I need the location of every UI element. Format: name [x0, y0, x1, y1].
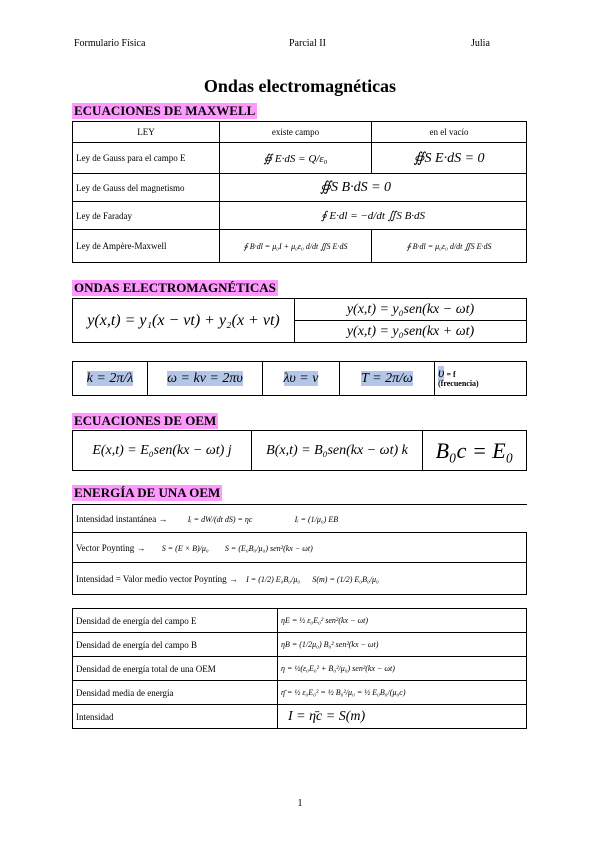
- table-row: [73, 657, 527, 681]
- formula-left-wave: y(x,t) = y₀sen(kx + ωt): [295, 321, 527, 343]
- formula-inst-1: Iᵢ = dW/(dt dS) = ηc: [187, 514, 253, 524]
- density-label: Densidad media de energía: [73, 681, 278, 705]
- table-row: [73, 174, 527, 202]
- formula-poynting-2: S = (E₀B₀/μ₀) sen²(kx − ωt): [224, 543, 313, 553]
- table-row: [73, 563, 527, 595]
- header-center: Parcial II: [289, 38, 326, 49]
- formula-lambda: λυ = v: [283, 370, 319, 386]
- table-row: [73, 681, 527, 705]
- formula-faraday: ∮ E·dl = −d/dt ∬S B·dS: [220, 202, 527, 230]
- frequency-label: (frecuencia): [438, 379, 479, 388]
- law-label: Ley de Ampère-Maxwell: [73, 230, 220, 263]
- formula-omega: ω = kv = 2πυ: [167, 370, 243, 386]
- energy-label: Vector Poynting →: [76, 542, 146, 553]
- formula-ampere: ∮ B·dl = μ₀I + μ₀ε₀ d/dt ∬S E·dS: [220, 230, 372, 263]
- table-row: [73, 533, 527, 563]
- energy-label: Intensidad = Valor medio vector Poynting →: [76, 573, 238, 584]
- table-row: [73, 230, 527, 263]
- formula-intensity: I = η̄c = S(m): [278, 705, 527, 729]
- page-title: Ondas electromagnéticas: [203, 76, 397, 96]
- formula-poynting-1: S = (E × B)/μ₀: [161, 543, 209, 553]
- frequency-cell: [435, 362, 527, 396]
- maxwell-heading: ECUACIONES DE MAXWELL: [74, 103, 256, 118]
- table-row: [73, 143, 527, 174]
- formula-gauss-b: ∯S B·dS = 0: [220, 174, 527, 202]
- energy-heading: ENERGÍA DE UNA OEM: [74, 485, 221, 500]
- frequency-symbol: υ: [438, 366, 445, 381]
- waves-heading: ONDAS ELECTROMAGNÉTICAS: [74, 280, 276, 295]
- header-left: Formulario Física: [74, 38, 146, 49]
- density-label: Densidad de energía del campo E: [73, 609, 278, 633]
- formula-density-b: ηB = (1/2μ₀) B₀² sen²(kx − ωt): [278, 633, 527, 657]
- formula-e-field: E(x,t) = E₀sen(kx − ωt) j: [73, 431, 252, 471]
- density-label: Intensidad: [73, 705, 278, 729]
- table-row: [73, 705, 527, 729]
- formula-k: k = 2π/λ: [86, 370, 134, 386]
- table-row: [73, 633, 527, 657]
- relations-table: [72, 361, 527, 396]
- formula-right-wave: y(x,t) = y₀sen(kx − ωt): [295, 299, 527, 321]
- formula-general-wave: y(x,t) = y₁(x − vt) + y₂(x + vt): [73, 299, 295, 343]
- col-existe-campo: existe campo: [220, 122, 372, 143]
- density-table: [72, 608, 527, 729]
- table-row: [73, 505, 527, 533]
- formula-gauss-e: ∯ E·dS = Q/ε₀: [220, 143, 372, 174]
- energy-label: Intensidad instantánea →: [76, 513, 168, 524]
- col-vacio: en el vacío: [372, 122, 527, 143]
- oem-table: [72, 430, 527, 471]
- formula-inst-2: Iᵢ = (1/μ₀) EB: [294, 514, 339, 524]
- table-row: [73, 202, 527, 230]
- formula-period: T = 2π/ω: [361, 370, 413, 386]
- waves-table: [72, 298, 527, 343]
- formula-ampere-vacuum: ∮ B·dl = μ₀ε₀ d/dt ∬S E·dS: [372, 230, 527, 263]
- formula-b-field: B(x,t) = B₀sen(kx − ωt) k: [252, 431, 423, 471]
- law-label: Ley de Faraday: [73, 202, 220, 230]
- maxwell-table: [72, 121, 527, 263]
- law-label: Ley de Gauss para el campo E: [73, 143, 220, 174]
- formula-density-total: η = ½(ε₀E₀² + B₀²/μ₀) sen²(kx − ωt): [278, 657, 527, 681]
- header-right: Julia: [471, 38, 490, 49]
- table-row: [73, 609, 527, 633]
- formula-intensity-1: I = (1/2) E₀B₀/μ₀: [246, 574, 301, 584]
- oem-heading: ECUACIONES DE OEM: [74, 413, 217, 428]
- energy-table: [72, 504, 527, 595]
- law-label: Ley de Gauss del magnetismo: [73, 174, 220, 202]
- density-label: Densidad de energía total de una OEM: [73, 657, 278, 681]
- formula-density-mean: η̄ = ½ ε₀E₀² = ½ B₀²/μ₀ = ½ E₀B₀/(μ₀c): [278, 681, 527, 705]
- col-ley: LEY: [73, 122, 220, 143]
- formula-density-e: ηE = ½ ε₀E₀² sen²(kx − ωt): [278, 609, 527, 633]
- formula-intensity-2: S(m) = (1/2) E₀B₀/μ₀: [312, 574, 379, 584]
- formula-gauss-e-vacuum: ∯S E·dS = 0: [372, 143, 527, 174]
- page-number: 1: [297, 798, 303, 809]
- density-label: Densidad de energía del campo B: [73, 633, 278, 657]
- frequency-text: = f: [446, 370, 456, 379]
- formula-b0c: B₀c = E₀: [423, 431, 527, 471]
